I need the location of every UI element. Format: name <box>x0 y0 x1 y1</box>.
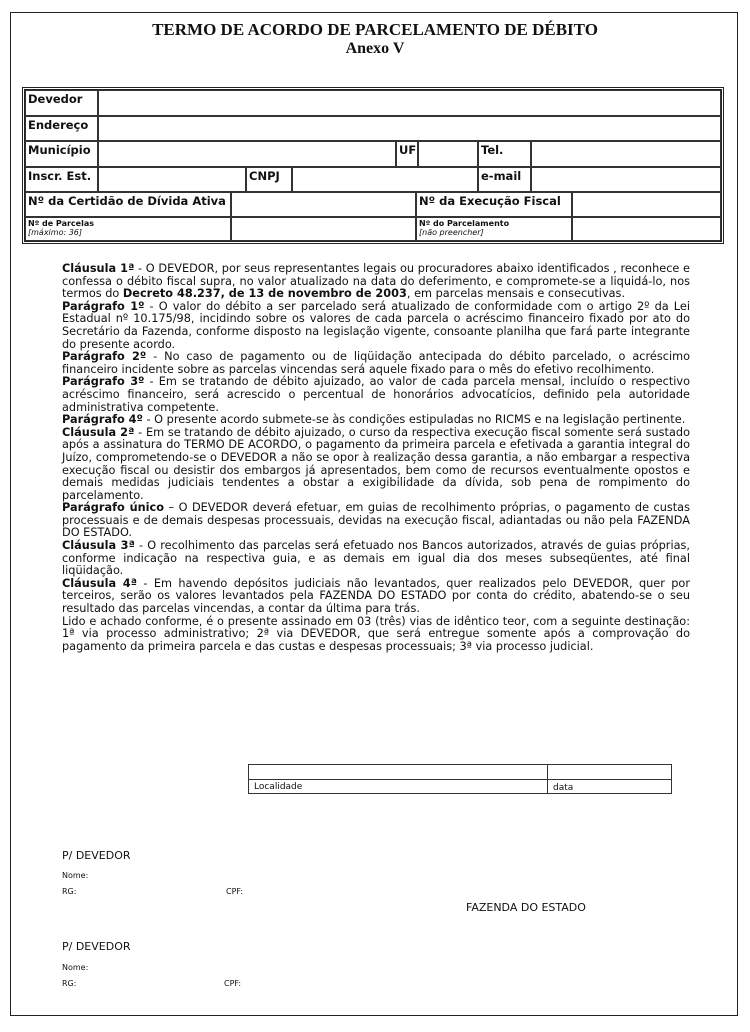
cnpj-label: CNPJ <box>246 167 292 192</box>
clause-2: Cláusula 2ª - Em se tratando de débito ajuizado, o curso da respectiva execução fiscal somente será sustado após a assinatura do TERMO DE ACORDO, o pagamento da primeira parcela e efetivada a garantia integral do Juízo, comprometendo-se o DEVEDOR a não se opor à realização dessa garantia, a não embargar a respectiva execução fiscal ou desistir dos embargos já apresentados, bem como de recursos eventualmente opostos e demais medidas judiciais tendentes a obstar a exigibilidade da dívida, sob pena de rompimento do parcelamento. <box>62 425 690 502</box>
uf-field[interactable] <box>418 141 478 167</box>
parcelas-label: Nº de Parcelas <box>28 219 94 228</box>
fazenda-signature: FAZENDA DO ESTADO <box>466 901 586 914</box>
nome-1-label: Nome: <box>62 871 89 880</box>
certidao-field[interactable] <box>231 192 416 217</box>
cpf-1-label: CPF: <box>226 887 244 896</box>
uf-label: UF <box>396 141 418 167</box>
inscr-label: Inscr. Est. <box>25 167 98 192</box>
municipio-label: Município <box>25 141 98 167</box>
clause-4: Cláusula 4ª - Em havendo depósitos judiciais não levantados, quer realizados pelo DEVEDOR, quer por terceiros, serão os valores levantados pela FAZENDA DO ESTADO por conta do crédito, abatendo-se o seu resultado das parcelas vincendas, a contar da última para trás. <box>62 576 690 616</box>
execucao-field[interactable] <box>572 192 721 217</box>
parcelamento-note: [não preencher] <box>419 228 484 237</box>
data-label: data <box>553 783 574 793</box>
inscr-field[interactable] <box>98 167 246 192</box>
document-title: TERMO DE ACORDO DE PARCELAMENTO DE DÉBITO <box>152 20 598 39</box>
nome-2-label: Nome: <box>62 963 89 972</box>
municipio-field[interactable] <box>98 141 396 167</box>
endereco-field[interactable] <box>98 116 721 141</box>
email-field[interactable] <box>531 167 721 192</box>
debtor-form <box>22 87 724 244</box>
paragraph-4: Parágrafo 4º - O presente acordo submete-se às condições estipuladas no RICMS e na legislação pertinente. <box>62 413 686 427</box>
parcelamento-field[interactable] <box>572 217 721 241</box>
closing-text: Lido e achado conforme, é o presente assinado em 03 (três) vias de idêntico teor, com a seguinte destinação: 1ª via processo administrativo; 2ª via DEVEDOR, que será entregue somente após a comprovação do pagamento da primeira parcela e das custas e despesas processuais; 3ª via processo judicial. <box>62 614 690 653</box>
endereco-label: Endereço <box>25 116 98 141</box>
devedor-label: Devedor <box>25 90 98 116</box>
localidade-field[interactable] <box>251 765 545 779</box>
cnpj-field[interactable] <box>292 167 478 192</box>
parcelamento-label: Nº do Parcelamento <box>419 219 510 228</box>
localidade-label: Localidade <box>254 782 303 792</box>
agreement-body <box>62 263 690 653</box>
tel-label: Tel. <box>478 141 531 167</box>
tel-field[interactable] <box>531 141 721 167</box>
rg-2-label: RG: <box>62 979 77 988</box>
devedor-1-heading: P/ DEVEDOR <box>62 849 131 862</box>
cpf-2-label: CPF: <box>224 979 242 988</box>
clause-1: Cláusula 1ª - O DEVEDOR, por seus representantes legais ou procuradores abaixo identificados , reconhece e confessa o débito fiscal supra, no valor atualizado na data do deferimento, e compromete-se a liquidá-lo, nos termos do Decreto 48.237, de 13 de novembro de 2003, em parcelas mensais e consecutivas. <box>62 262 690 301</box>
clause-3: Cláusula 3ª - O recolhimento das parcelas será efetuado nos Bancos autorizados, através de guias próprias, conforme indicação na respectiva guia, e as demais em igual dia dos meses subseqüentes, até final liqüidação. <box>62 539 690 578</box>
parcelas-note: [máximo: 36] <box>28 228 82 237</box>
paragraph-unico: Parágrafo único – O DEVEDOR deverá efetuar, em guias de recolhimento próprias, o pagamento de custas processuais e de demais despesas processuais, devidas na execução fiscal, adiantadas ou não pela FAZENDA DO ESTADO. <box>62 501 690 540</box>
location-date-table <box>248 764 672 794</box>
parcelas-field[interactable] <box>231 217 416 241</box>
email-label: e-mail <box>478 167 531 192</box>
document-subtitle: Anexo V <box>345 40 405 57</box>
paragraph-3: Parágrafo 3º - Em se tratando de débito ajuizado, ao valor de cada parcela mensal, incluído o respectivo acréscimo financeiro, será acrescido o percentual de honorários advocatícios, definido pela autoridade administrativa competente. <box>62 375 690 414</box>
parcelamento-label-cell <box>416 217 572 241</box>
execucao-label: Nº da Execução Fiscal <box>416 192 572 217</box>
paragraph-1: Parágrafo 1º - O valor do débito a ser parcelado será atualizado de conformidade com o artigo 2º da Lei Estadual nº 10.175/98, incidindo sobre os valores de cada parcela o acréscimo financeiro fixado por ato do Secretário da Fazenda, conforme disposto na legislação vigente, consoante planilha que fará parte integrante do presente acordo. <box>62 299 690 351</box>
devedor-field[interactable] <box>98 90 721 116</box>
rg-1-label: RG: <box>62 887 77 896</box>
parcelas-label-cell <box>25 217 231 241</box>
certidao-label: Nº da Certidão de Dívida Ativa <box>25 192 231 217</box>
paragraph-2: Parágrafo 2º - No caso de pagamento ou de liqüidação antecipada do débito parcelado, o acréscimo financeiro incidente sobre as parcelas vincendas será aquele fixado para o mês do efetivo recolhimento. <box>62 350 690 376</box>
data-field[interactable] <box>549 765 669 779</box>
devedor-2-heading: P/ DEVEDOR <box>62 940 131 953</box>
